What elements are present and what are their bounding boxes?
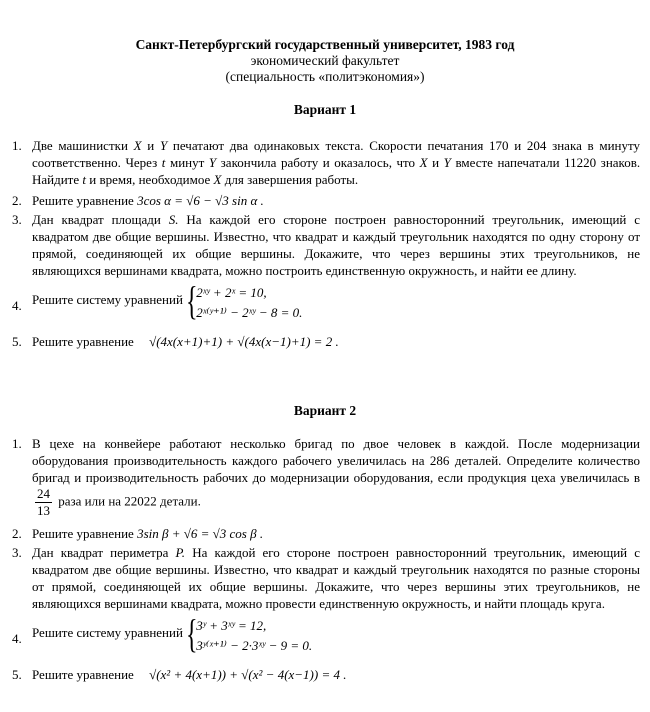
v2-problem-4: 4. Решите систему уравнений { 3ʸ + 3ˣʸ = 12, 3ʸ⁽ˣ⁺¹⁾ − 2·3ˣʸ − 9 = 0. [12, 611, 313, 656]
brace-icon: { [186, 611, 198, 656]
faculty-line: экономический факультет [250, 53, 400, 68]
v1-problem-4: 4. Решите систему уравнений { 2ˣʸ + 2ˣ = 10, 2ˣ⁽ʸ⁺¹⁾ − 2ˣʸ − 8 = 0. [12, 278, 303, 323]
v1-problem-5: 5. Решите уравнение √(4x(x+1)+1) + √(4x(x−1)+1) = 2 . [12, 334, 339, 349]
v2-problem-3: 3. Дан квадрат периметра P. На каждой его стороне построен равносторонний треугольник, имеющий с квадратом две общие вершины. Известно, что квадрат и каждый треугольник находятся по разные стороны от прямой, соединяющей их общие вершины. Докажите, что через вершины этих треугольников, не являющихся вершинами квадрата, можно провести единственную окружность, и найти площадь круга. [12, 545, 641, 611]
brace-icon: { [186, 278, 198, 323]
v1-problem-3: 3. Дан квадрат площади S. На каждой его стороне построен равносторонний треугольник, имеющий с квадратом две общие вершины. Известно, что квадрат и каждый треугольник находятся по одну сторону от прямой, соединяющей их общие вершины. Докажите, что через вершины этих треугольников, не являющихся вершинами квадрата, можно построить единственную окружность, и найти ее длину. [12, 212, 641, 278]
variant1-problem-list [12, 137, 640, 350]
v1-problem-2: 2. Решите уравнение 3cos α = √6 − √3 sin α . [12, 193, 264, 208]
v2-problem-2: 2. Решите уравнение 3sin β + √6 = √3 cos β . [12, 526, 264, 541]
equation: 3sin β + √6 = √3 cos β . [137, 526, 264, 541]
specialty-line: (специальность «политэкономия») [225, 69, 425, 84]
equation-system: { 2ˣʸ + 2ˣ = 10, 2ˣ⁽ʸ⁺¹⁾ − 2ˣʸ − 8 = 0. [186, 278, 303, 323]
equation: 3cos α = √6 − √3 sin α . [137, 193, 264, 208]
equation: √(x² + 4(x+1)) + √(x² − 4(x−1)) = 4 . [149, 667, 347, 682]
v2-problem-1: 1. В цехе на конвейере работают несколько бригад по двое человек в каждой. После модернизации оборудования производительность каждого рабочего увеличилась на 286 деталей. Определите количество бригад и производительность рабочих до модернизации оборудования, если продукция цеха увеличилась в $\frac{24}{13}$ раза или на 22022 детали. [12, 436, 640, 518]
v1-problem-1: 1. Две машинистки X и Y печатают два одинаковых текста. Скорости печатания 170 и 204 знака в минуту соответственно. Через t минут Y закончила работу и оказалось, что X и Y вместе напечатали 11220 знаков. Найдите t и время, необходимое X для завершения работы. [12, 138, 641, 187]
problem-number: 1. [12, 138, 22, 153]
equation: √(4x(x+1)+1) + √(4x(x−1)+1) = 2 . [149, 334, 339, 349]
university-title: Санкт-Петербургский государственный университет, 1983 год [135, 37, 515, 52]
variant2-problem-list [12, 435, 640, 683]
v2-problem-5: 5. Решите уравнение √(x² + 4(x+1)) + √(x² − 4(x−1)) = 4 . [12, 667, 347, 682]
fraction: $\frac{24}{13}$ [37, 486, 50, 518]
variant2-title: Вариант 2 [293, 403, 357, 418]
equation-system: { 3ʸ + 3ˣʸ = 12, 3ʸ⁽ˣ⁺¹⁾ − 2·3ˣʸ − 9 = 0. [186, 611, 313, 656]
variant1-title: Вариант 1 [293, 102, 357, 117]
